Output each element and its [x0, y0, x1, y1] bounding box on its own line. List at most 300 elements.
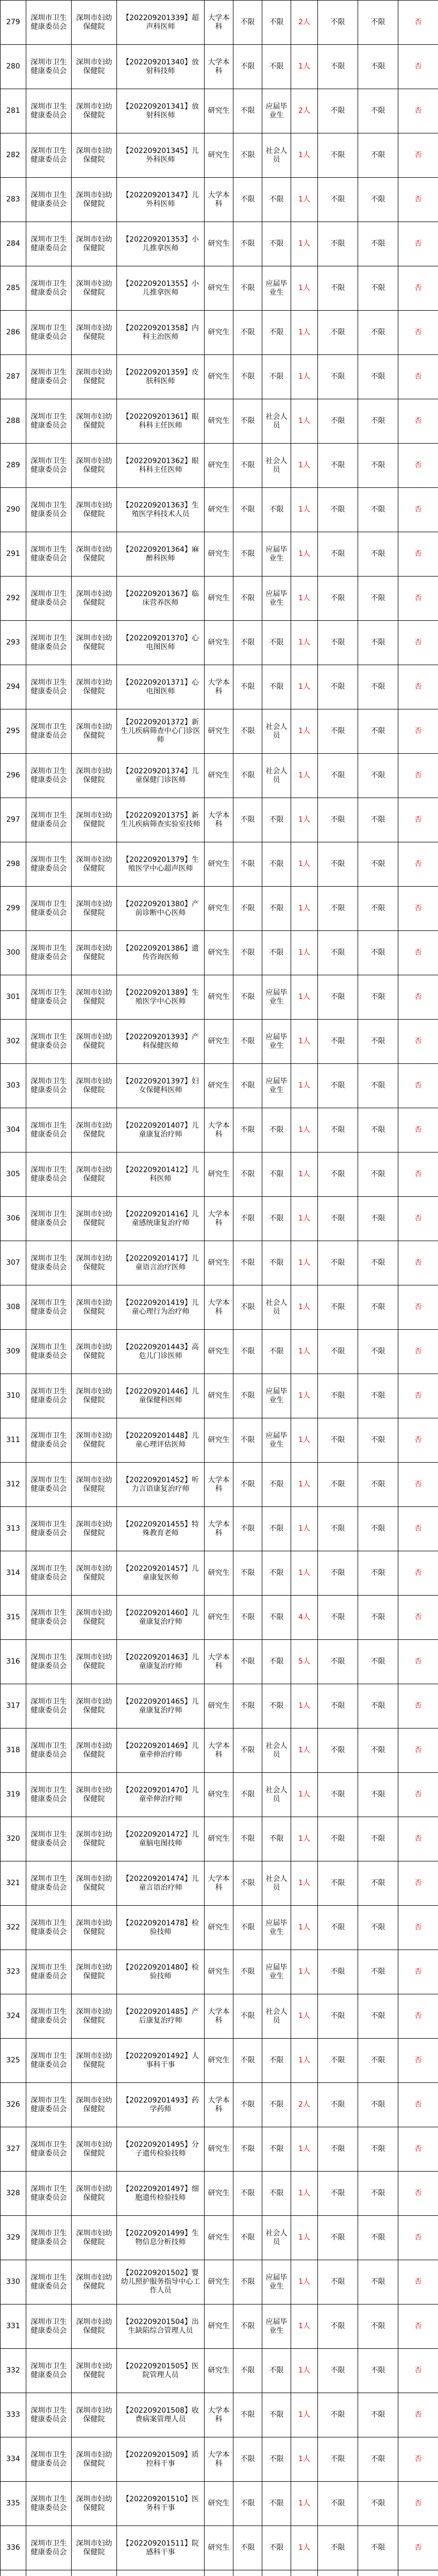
table-row: [1, 133, 438, 178]
quota-cell: 1人: [291, 665, 318, 709]
employer-cell: 深圳市妇幼保健院: [72, 1, 117, 45]
requirement-cell: 不限: [318, 665, 358, 709]
requirement-cell: 不限: [358, 1906, 398, 1950]
authority-cell: [26, 2570, 72, 2576]
table-row: [1, 2172, 438, 2216]
candidate-type-cell: 社会人员: [262, 2216, 291, 2260]
employer-cell: 深圳市妇幼保健院: [72, 1596, 117, 1640]
flag-cell: 否: [398, 887, 438, 931]
education-cell: 研究生: [205, 931, 233, 975]
candidate-type-cell: 社会人员: [262, 1728, 291, 1773]
authority-cell: 深圳市卫生健康委员会: [26, 1507, 72, 1551]
candidate-type-cell: 不限: [262, 621, 291, 665]
education-cell: 研究生: [205, 2039, 233, 2083]
row-number-cell: 281: [1, 89, 26, 133]
position-cell: 【202209201347】儿外科医师: [117, 178, 205, 222]
authority-cell: 深圳市卫生健康委员会: [26, 709, 72, 754]
education-cell: 研究生: [205, 1064, 233, 1108]
employer-cell: 深圳市妇幼保健院: [72, 2437, 117, 2482]
position-cell: 【202209201446】儿童保健科医师: [117, 1374, 205, 1418]
employer-cell: 深圳市妇幼保健院: [72, 399, 117, 444]
flag-cell: 否: [398, 488, 438, 532]
position-cell: 【202209201361】眼科科主任医师: [117, 399, 205, 444]
row-number-cell: 305: [1, 1153, 26, 1197]
requirement-cell: 不限: [318, 1861, 358, 1906]
table-row: [1, 842, 438, 887]
authority-cell: 深圳市卫生健康委员会: [26, 1330, 72, 1374]
quota-cell: 1人: [291, 488, 318, 532]
requirement-cell: 不限: [318, 2260, 358, 2304]
requirement-cell: 不限: [233, 931, 262, 975]
quota-cell: 1人: [291, 45, 318, 89]
quota-cell: 1人: [291, 2482, 318, 2526]
education-cell: 研究生: [205, 1596, 233, 1640]
row-number-cell: 333: [1, 2393, 26, 2437]
quota-cell: 1人: [291, 1551, 318, 1596]
requirement-cell: 不限: [233, 1197, 262, 1241]
position-cell: 【202209201358】内科主治医师: [117, 311, 205, 355]
position-cell: 【202209201407】儿童康复治疗师: [117, 1108, 205, 1153]
requirement-cell: 不限: [233, 1906, 262, 1950]
employer-cell: 深圳市妇幼保健院: [72, 2349, 117, 2393]
table-row: [1, 488, 438, 532]
authority-cell: 深圳市卫生健康委员会: [26, 2172, 72, 2216]
flag-cell: 否: [398, 45, 438, 89]
requirement-cell: 不限: [318, 1330, 358, 1374]
row-number-cell: 323: [1, 1950, 26, 1994]
requirement-cell: 不限: [318, 754, 358, 798]
row-number-cell: 330: [1, 2260, 26, 2304]
requirement-cell: 不限: [358, 133, 398, 178]
row-number-cell: 326: [1, 2083, 26, 2127]
requirement-cell: 不限: [358, 89, 398, 133]
quota-cell: 1人: [291, 1773, 318, 1817]
education-cell: 研究生: [205, 2127, 233, 2172]
requirement-cell: 不限: [233, 1153, 262, 1197]
requirement-cell: 不限: [318, 2393, 358, 2437]
requirement-cell: 不限: [318, 2127, 358, 2172]
requirement-cell: 不限: [358, 1640, 398, 1684]
quota-cell: 1人: [291, 1374, 318, 1418]
table-row: [1, 2127, 438, 2172]
flag-cell: 否: [398, 1640, 438, 1684]
education-cell: 研究生: [205, 399, 233, 444]
candidate-type-cell: 不限: [262, 1507, 291, 1551]
requirement-cell: 不限: [358, 1108, 398, 1153]
authority-cell: 深圳市卫生健康委员会: [26, 488, 72, 532]
flag-cell: 否: [398, 1108, 438, 1153]
position-cell: 【202209201417】儿童语言治疗医师: [117, 1241, 205, 1285]
authority-cell: 深圳市卫生健康委员会: [26, 2216, 72, 2260]
requirement-cell: 不限: [358, 1728, 398, 1773]
employer-cell: 深圳市妇幼保健院: [72, 1773, 117, 1817]
requirement-cell: 不限: [233, 1551, 262, 1596]
employer-cell: 深圳市妇幼保健院: [72, 887, 117, 931]
quota-cell: 1人: [291, 1906, 318, 1950]
requirement-cell: 不限: [233, 709, 262, 754]
education-cell: 大学本科: [205, 1728, 233, 1773]
candidate-type-cell: 应届毕业生: [262, 266, 291, 311]
flag-cell: 否: [398, 1374, 438, 1418]
education-cell: 研究生: [205, 1153, 233, 1197]
education-cell: 大学本科: [205, 1861, 233, 1906]
row-number-cell: 296: [1, 754, 26, 798]
flag-cell: 否: [398, 798, 438, 842]
requirement-cell: 不限: [318, 1064, 358, 1108]
requirement-cell: 不限: [358, 2127, 398, 2172]
quota-cell: 1人: [291, 798, 318, 842]
requirement-cell: 不限: [318, 1197, 358, 1241]
requirement-cell: 不限: [233, 2482, 262, 2526]
table-row: [1, 1241, 438, 1285]
education-cell: 研究生: [205, 1906, 233, 1950]
requirement-cell: 不限: [358, 2349, 398, 2393]
quota-cell: [291, 2570, 318, 2576]
row-number-cell: 329: [1, 2216, 26, 2260]
candidate-type-cell: 不限: [262, 1153, 291, 1197]
requirement-cell: 不限: [318, 1418, 358, 1463]
position-cell: 【202209201363】生殖医学科技术人员: [117, 488, 205, 532]
requirement-cell: 不限: [358, 355, 398, 399]
table-row: [1, 1153, 438, 1197]
position-cell: 【202209201465】儿童康复治疗师: [117, 1684, 205, 1728]
position-cell: 【202209201511】院感科干事: [117, 2526, 205, 2570]
education-cell: 大学本科: [205, 1994, 233, 2039]
employer-cell: 深圳市妇幼保健院: [72, 178, 117, 222]
requirement-cell: 不限: [318, 2349, 358, 2393]
flag-cell: 否: [398, 1773, 438, 1817]
employer-cell: 深圳市妇幼保健院: [72, 1418, 117, 1463]
quota-cell: 1人: [291, 975, 318, 1020]
row-number-cell: 328: [1, 2172, 26, 2216]
requirement-cell: 不限: [233, 311, 262, 355]
authority-cell: 深圳市卫生健康委员会: [26, 2127, 72, 2172]
employer-cell: 深圳市妇幼保健院: [72, 2482, 117, 2526]
row-number-cell: 312: [1, 1463, 26, 1507]
flag-cell: 否: [398, 2526, 438, 2570]
requirement-cell: 不限: [318, 1241, 358, 1285]
requirement-cell: 不限: [318, 1817, 358, 1861]
requirement-cell: 不限: [318, 311, 358, 355]
flag-cell: 否: [398, 754, 438, 798]
employer-cell: 深圳市妇幼保健院: [72, 621, 117, 665]
requirement-cell: 不限: [358, 1994, 398, 2039]
requirement-cell: 不限: [233, 1728, 262, 1773]
education-cell: 研究生: [205, 355, 233, 399]
requirement-cell: 不限: [318, 355, 358, 399]
table-row: [1, 532, 438, 577]
quota-cell: 1人: [291, 1241, 318, 1285]
table-row: [1, 222, 438, 266]
candidate-type-cell: 不限: [262, 1684, 291, 1728]
requirement-cell: 不限: [358, 709, 398, 754]
education-cell: 大学本科: [205, 1285, 233, 1330]
requirement-cell: 不限: [318, 222, 358, 266]
requirement-cell: 不限: [233, 665, 262, 709]
authority-cell: 深圳市卫生健康委员会: [26, 1020, 72, 1064]
row-number-cell: 309: [1, 1330, 26, 1374]
requirement-cell: 不限: [233, 355, 262, 399]
row-number-cell: 299: [1, 887, 26, 931]
row-number-cell: 280: [1, 45, 26, 89]
candidate-type-cell: 不限: [262, 1551, 291, 1596]
authority-cell: 深圳市卫生健康委员会: [26, 399, 72, 444]
requirement-cell: 不限: [358, 178, 398, 222]
row-number-cell: 279: [1, 1, 26, 45]
requirement-cell: 不限: [233, 1241, 262, 1285]
requirement-cell: 不限: [318, 1, 358, 45]
position-cell: 【202209201386】遗传咨询医师: [117, 931, 205, 975]
candidate-type-cell: 应届毕业生: [262, 1906, 291, 1950]
authority-cell: 深圳市卫生健康委员会: [26, 2083, 72, 2127]
position-cell: 【202209201472】儿童脑电图技师: [117, 1817, 205, 1861]
flag-cell: 否: [398, 1507, 438, 1551]
employer-cell: 深圳市妇幼保健院: [72, 1153, 117, 1197]
requirement-cell: 不限: [318, 1994, 358, 2039]
position-cell: 【202209201457】儿童康复医师: [117, 1551, 205, 1596]
candidate-type-cell: 应届毕业生: [262, 1418, 291, 1463]
row-number-cell: 316: [1, 1640, 26, 1684]
table-row: [1, 1330, 438, 1374]
education-cell: 研究生: [205, 444, 233, 488]
row-number-cell: 303: [1, 1064, 26, 1108]
employer-cell: 深圳市妇幼保健院: [72, 222, 117, 266]
education-cell: 研究生: [205, 1241, 233, 1285]
education-cell: 大学本科: [205, 2437, 233, 2482]
employer-cell: 深圳市妇幼保健院: [72, 2526, 117, 2570]
row-number-cell: 287: [1, 355, 26, 399]
authority-cell: 深圳市卫生健康委员会: [26, 2526, 72, 2570]
authority-cell: 深圳市卫生健康委员会: [26, 1463, 72, 1507]
authority-cell: 深圳市卫生健康委员会: [26, 2393, 72, 2437]
education-cell: 大学本科: [205, 665, 233, 709]
position-cell: 【202209201505】医院管理人员: [117, 2349, 205, 2393]
flag-cell: 否: [398, 709, 438, 754]
candidate-type-cell: 不限: [262, 665, 291, 709]
requirement-cell: 不限: [233, 577, 262, 621]
requirement-cell: 不限: [358, 2039, 398, 2083]
quota-cell: 1人: [291, 222, 318, 266]
candidate-type-cell: 不限: [262, 1596, 291, 1640]
candidate-type-cell: 不限: [262, 2393, 291, 2437]
employer-cell: 深圳市妇幼保健院: [72, 842, 117, 887]
education-cell: 研究生: [205, 2172, 233, 2216]
employer-cell: 深圳市妇幼保健院: [72, 2083, 117, 2127]
employer-cell: 深圳市妇幼保健院: [72, 1640, 117, 1684]
requirement-cell: 不限: [318, 1020, 358, 1064]
position-cell: 【202209201448】儿童心理评估医师: [117, 1418, 205, 1463]
row-number-cell: 331: [1, 2304, 26, 2349]
candidate-type-cell: 应届毕业生: [262, 532, 291, 577]
quota-cell: 1人: [291, 1817, 318, 1861]
requirement-cell: 不限: [358, 2437, 398, 2482]
requirement-cell: 不限: [318, 1153, 358, 1197]
flag-cell: 否: [398, 1, 438, 45]
candidate-type-cell: 社会人员: [262, 444, 291, 488]
requirement-cell: 不限: [358, 2526, 398, 2570]
authority-cell: 深圳市卫生健康委员会: [26, 1285, 72, 1330]
candidate-type-cell: 不限: [262, 311, 291, 355]
table-row: [1, 1640, 438, 1684]
employer-cell: 深圳市妇幼保健院: [72, 1507, 117, 1551]
requirement-cell: 不限: [358, 2172, 398, 2216]
quota-cell: 1人: [291, 709, 318, 754]
candidate-type-cell: 社会人员: [262, 133, 291, 178]
requirement-cell: 不限: [358, 1374, 398, 1418]
flag-cell: 否: [398, 1241, 438, 1285]
position-cell: 【202209201374】儿童保健门诊医师: [117, 754, 205, 798]
requirement-cell: 不限: [318, 266, 358, 311]
table-row: [1, 1064, 438, 1108]
quota-cell: 1人: [291, 2216, 318, 2260]
requirement-cell: 不限: [358, 754, 398, 798]
authority-cell: 深圳市卫生健康委员会: [26, 842, 72, 887]
requirement-cell: 不限: [233, 1773, 262, 1817]
authority-cell: 深圳市卫生健康委员会: [26, 2349, 72, 2393]
education-cell: 研究生: [205, 89, 233, 133]
requirement-cell: 不限: [358, 311, 398, 355]
table-row: [1, 1285, 438, 1330]
employer-cell: 深圳市妇幼保健院: [72, 2393, 117, 2437]
employer-cell: 深圳市妇幼保健院: [72, 2172, 117, 2216]
table-row: [1, 1, 438, 45]
authority-cell: 深圳市卫生健康委员会: [26, 577, 72, 621]
table-row: [1, 1197, 438, 1241]
candidate-type-cell: 不限: [262, 2039, 291, 2083]
requirement-cell: 不限: [318, 2216, 358, 2260]
authority-cell: 深圳市卫生健康委员会: [26, 1197, 72, 1241]
education-cell: 研究生: [205, 754, 233, 798]
requirement-cell: 不限: [233, 1684, 262, 1728]
requirement-cell: 不限: [358, 266, 398, 311]
flag-cell: 否: [398, 1285, 438, 1330]
row-number-cell: 317: [1, 1684, 26, 1728]
education-cell: 研究生: [205, 2216, 233, 2260]
position-cell: 【202209201443】高危儿门诊医师: [117, 1330, 205, 1374]
education-cell: 研究生: [205, 2526, 233, 2570]
flag-cell: 否: [398, 222, 438, 266]
requirement-cell: 不限: [358, 399, 398, 444]
requirement-cell: 不限: [233, 399, 262, 444]
authority-cell: 深圳市卫生健康委员会: [26, 798, 72, 842]
position-cell: 【202209201355】小儿推拿医师: [117, 266, 205, 311]
employer-cell: 深圳市妇幼保健院: [72, 1994, 117, 2039]
table-row: [1, 1950, 438, 1994]
authority-cell: 深圳市卫生健康委员会: [26, 2482, 72, 2526]
quota-cell: 1人: [291, 842, 318, 887]
employer-cell: 深圳市妇幼保健院: [72, 1551, 117, 1596]
table-row: [1, 2260, 438, 2304]
candidate-type-cell: 社会人员: [262, 1994, 291, 2039]
education-cell: 大学本科: [205, 2083, 233, 2127]
requirement-cell: 不限: [358, 444, 398, 488]
requirement-cell: 不限: [318, 2526, 358, 2570]
education-cell: 大学本科: [205, 798, 233, 842]
requirement-cell: 不限: [233, 2304, 262, 2349]
quota-cell: 1人: [291, 1064, 318, 1108]
requirement-cell: 不限: [358, 1418, 398, 1463]
table-row: [1, 1108, 438, 1153]
table-row: [1, 1861, 438, 1906]
flag-cell: 否: [398, 1596, 438, 1640]
education-cell: 研究生: [205, 2260, 233, 2304]
candidate-type-cell: 应届毕业生: [262, 975, 291, 1020]
education-cell: 研究生: [205, 1020, 233, 1064]
table-row: [1, 1728, 438, 1773]
employer-cell: 深圳市妇幼保健院: [72, 133, 117, 178]
requirement-cell: 不限: [233, 798, 262, 842]
employer-cell: 深圳市妇幼保健院: [72, 1861, 117, 1906]
candidate-type-cell: 不限: [262, 2526, 291, 2570]
requirement-cell: 不限: [358, 2393, 398, 2437]
requirement-cell: 不限: [233, 2526, 262, 2570]
row-number-cell: 307: [1, 1241, 26, 1285]
requirement-cell: 不限: [233, 621, 262, 665]
education-cell: 研究生: [205, 1684, 233, 1728]
row-number-cell: 283: [1, 178, 26, 222]
education-cell: 研究生: [205, 133, 233, 178]
requirement-cell: 不限: [318, 842, 358, 887]
quota-cell: 1人: [291, 355, 318, 399]
table-row: [1, 266, 438, 311]
position-cell: 【202209201379】生殖医学中心超声医师: [117, 842, 205, 887]
requirement-cell: 不限: [318, 975, 358, 1020]
requirement-cell: 不限: [318, 1108, 358, 1153]
authority-cell: 深圳市卫生健康委员会: [26, 1728, 72, 1773]
flag-cell: 否: [398, 2260, 438, 2304]
quota-cell: 1人: [291, 1285, 318, 1330]
quota-cell: 1人: [291, 1507, 318, 1551]
candidate-type-cell: 社会人员: [262, 1285, 291, 1330]
quota-cell: 1人: [291, 1153, 318, 1197]
employer-cell: 深圳市妇幼保健院: [72, 1374, 117, 1418]
flag-cell: 否: [398, 444, 438, 488]
row-number-cell: 335: [1, 2482, 26, 2526]
requirement-cell: 不限: [318, 178, 358, 222]
quota-cell: 1人: [291, 1994, 318, 2039]
employer-cell: 深圳市妇幼保健院: [72, 45, 117, 89]
candidate-type-cell: 不限: [262, 355, 291, 399]
quota-cell: 1人: [291, 133, 318, 178]
flag-cell: 否: [398, 931, 438, 975]
requirement-cell: 不限: [318, 621, 358, 665]
row-number-cell: 320: [1, 1817, 26, 1861]
candidate-type-cell: 不限: [262, 887, 291, 931]
requirement-cell: 不限: [318, 2304, 358, 2349]
position-cell: 【202209201474】儿童言语治疗师: [117, 1861, 205, 1906]
education-cell: 研究生: [205, 1950, 233, 1994]
flag-cell: 否: [398, 2039, 438, 2083]
row-number-cell: 291: [1, 532, 26, 577]
position-cell: 【202209201364】麻醉科医师: [117, 532, 205, 577]
quota-cell: 1人: [291, 754, 318, 798]
candidate-type-cell: 不限: [262, 2482, 291, 2526]
position-cell: 【202209201470】儿童牵伸治疗师: [117, 1773, 205, 1817]
requirement-cell: 不限: [233, 975, 262, 1020]
requirement-cell: 不限: [358, 975, 398, 1020]
authority-cell: 深圳市卫生健康委员会: [26, 222, 72, 266]
table-row: [1, 1551, 438, 1596]
requirement-cell: 不限: [233, 2127, 262, 2172]
employer-cell: 深圳市妇幼保健院: [72, 311, 117, 355]
position-cell: 【202209201455】特殊教育老师: [117, 1507, 205, 1551]
row-number-cell: 300: [1, 931, 26, 975]
quota-cell: 1人: [291, 399, 318, 444]
education-cell: 研究生: [205, 2482, 233, 2526]
requirement-cell: 不限: [358, 1197, 398, 1241]
quota-cell: 1人: [291, 2260, 318, 2304]
quota-cell: 1人: [291, 1684, 318, 1728]
